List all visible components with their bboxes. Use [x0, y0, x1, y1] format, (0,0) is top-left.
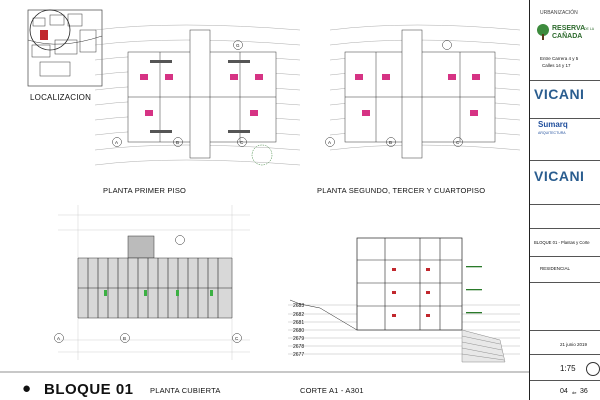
- level-2678: 2678: [293, 344, 305, 350]
- grid-marker-c: C: [240, 140, 244, 145]
- level-2677: 2677: [293, 352, 305, 358]
- level-2679: 2679: [293, 336, 305, 342]
- sumarq-sub: ARQUITECTURA: [538, 131, 566, 135]
- level-2680: 2680: [293, 328, 305, 334]
- vicani-logo-top: VICANI: [534, 86, 585, 102]
- grid-marker-a: A: [115, 140, 119, 145]
- sheet-title: BLOQUE 01 - Plantas y Corte: [534, 240, 590, 245]
- section-title: CORTE A1 - A301: [300, 386, 364, 395]
- grid-marker-a2: A: [328, 140, 332, 145]
- title-block: [529, 0, 600, 400]
- tree-logo-icon: [536, 24, 550, 40]
- block-bullet: ●: [22, 380, 32, 397]
- section-cut: [288, 238, 520, 362]
- location-map: [28, 10, 102, 86]
- brand-small: DE LA: [584, 27, 595, 31]
- plan-upper-floors: [326, 25, 521, 158]
- grid-marker-g: G: [236, 43, 240, 48]
- grid-marker-c3: C: [235, 336, 239, 341]
- plan-roof-title: PLANTA CUBIERTA: [150, 386, 221, 395]
- grid-marker-c2: C: [456, 140, 460, 145]
- grid-marker-a3: A: [57, 336, 61, 341]
- use-label: RESIDENCIAL: [540, 266, 571, 271]
- address-line-2: Calles 14 y 17: [542, 63, 571, 68]
- grid-marker-b3: B: [123, 336, 127, 341]
- brand-main: RESERVA: [552, 25, 586, 32]
- level-2681: 2681: [293, 320, 305, 326]
- north-arrow-icon: [586, 362, 600, 376]
- vicani-logo-bottom: VICANI: [534, 168, 585, 184]
- plan-upper-floors-title: PLANTA SEGUNDO, TERCER Y CUARTOPISO: [317, 186, 486, 195]
- address-line-1: Entre Carrera 4 y 5: [540, 56, 579, 61]
- plan-first-floor: [95, 25, 300, 165]
- plan-roof: [55, 205, 251, 360]
- sheet-de: de: [572, 390, 577, 395]
- sheet-total: 36: [580, 388, 588, 395]
- level-2683: 2683: [293, 303, 305, 309]
- plan-first-floor-title: PLANTA PRIMER PISO: [103, 186, 187, 195]
- location-highlight: [40, 30, 48, 40]
- grid-marker-b: B: [176, 140, 180, 145]
- urbanization-label: URBANIZACIÓN: [540, 10, 578, 16]
- sheet-number: 04: [560, 388, 568, 395]
- scale-value: 1:75: [560, 364, 576, 373]
- block-title: BLOQUE 01: [44, 381, 134, 398]
- brand-sub: CAÑADA: [552, 33, 583, 40]
- grid-marker-b2: B: [389, 140, 393, 145]
- sumarq-logo: Sumarq: [538, 120, 568, 129]
- location-label: LOCALIZACION: [30, 93, 92, 102]
- date-label: 21 junio 2019: [560, 342, 588, 347]
- level-2682: 2682: [293, 312, 305, 318]
